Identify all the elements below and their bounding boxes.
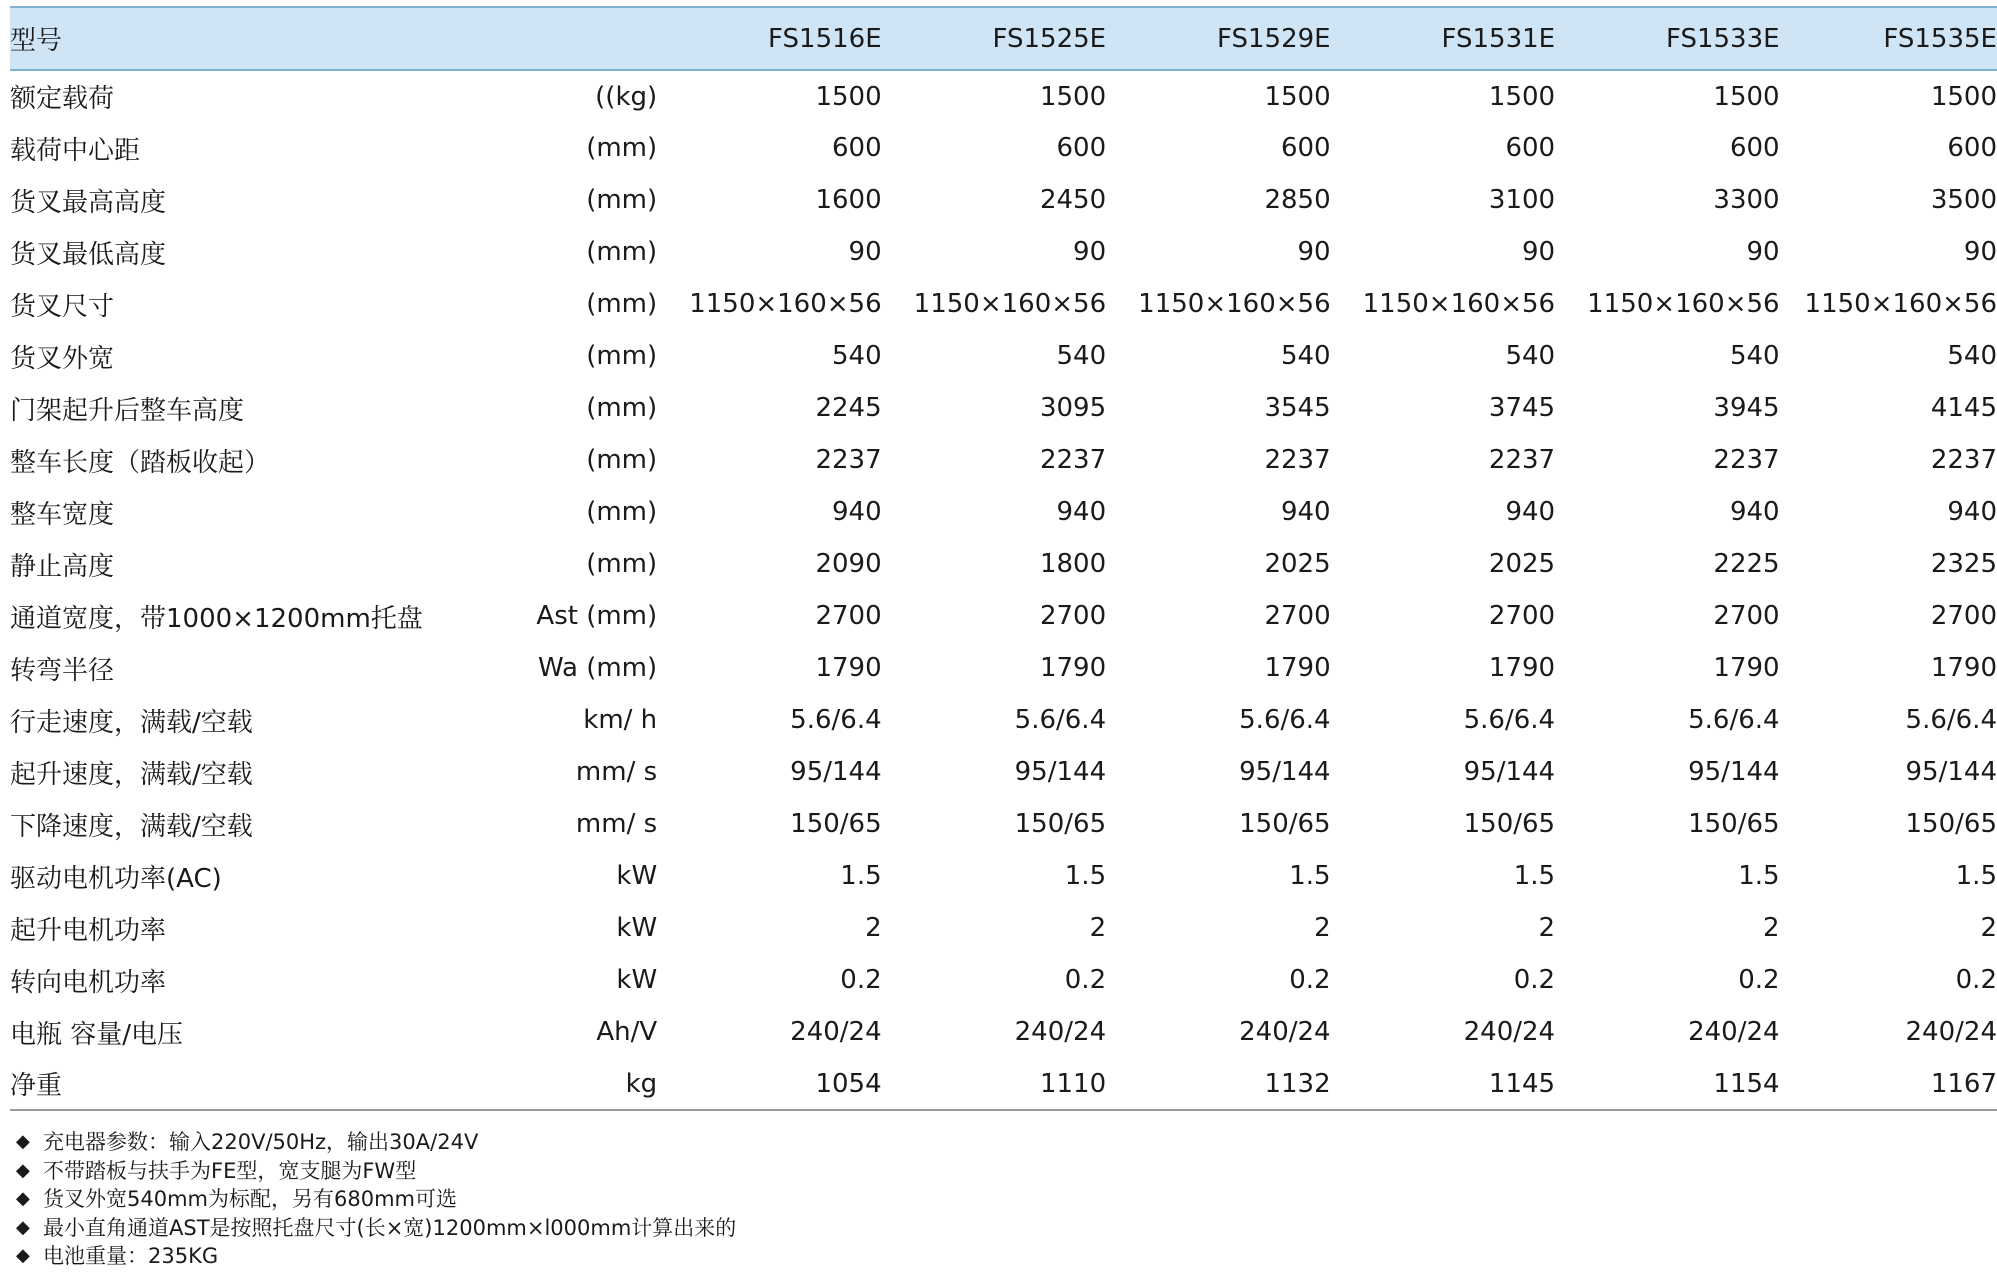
spec-value: 1054 <box>657 1058 881 1110</box>
spec-unit: Ah/V <box>596 1017 658 1047</box>
header-model: FS1533E <box>1555 7 1779 70</box>
spec-value: 2237 <box>815 445 882 475</box>
spec-value: 0.2 <box>1738 965 1780 995</box>
spec-value: 95/144 <box>1905 757 1997 787</box>
spec-value: 150/65 <box>1905 809 1997 839</box>
spec-value: 2237 <box>1264 445 1331 475</box>
table-row <box>10 538 1997 590</box>
note-text: 最小直角通道AST是按照托盘尺寸(长×宽)1200mm×l000mm计算出来的 <box>43 1215 737 1240</box>
spec-value: 2700 <box>1488 601 1556 631</box>
spec-value: 2090 <box>815 549 882 579</box>
spec-value: 240/24 <box>1688 1017 1780 1047</box>
spec-value: 2 <box>1763 913 1780 943</box>
spec-value: 2700 <box>1713 601 1780 631</box>
spec-value: 2700 <box>1264 601 1331 631</box>
table-row <box>10 122 1997 174</box>
spec-value: 95/144 <box>1688 757 1780 787</box>
spec-value: 1.5 <box>1738 861 1780 891</box>
spec-unit: ((kg) <box>595 81 658 112</box>
spec-value: 5.6/6.4 <box>1014 705 1107 735</box>
spec-unit: (mm) <box>586 549 658 579</box>
spec-value: 540 <box>1505 341 1556 371</box>
spec-unit: (mm) <box>586 445 658 475</box>
spec-value: 940 <box>1505 497 1556 527</box>
spec-value: 940 <box>1729 497 1780 527</box>
spec-value: 2 <box>1980 913 1997 943</box>
table-row <box>10 330 1997 382</box>
spec-value: 1110 <box>882 1058 1106 1110</box>
spec-value: 2025 <box>1264 549 1331 579</box>
spec-value: 2700 <box>815 601 882 631</box>
header-model: FS1525E <box>882 7 1106 70</box>
spec-unit: km/ h <box>583 705 658 735</box>
spec-value: 600 <box>832 133 882 163</box>
table-row <box>10 434 1997 486</box>
spec-value: 0.2 <box>1064 965 1107 995</box>
spec-name: 整车宽度 <box>10 499 115 530</box>
spec-value: 1.5 <box>1064 861 1107 891</box>
table-row <box>10 382 1997 434</box>
spec-value: 1150×160×56 <box>689 289 882 319</box>
spec-value: 540 <box>1280 341 1331 371</box>
spec-value: 5.6/6.4 <box>1239 705 1331 735</box>
spec-value: 600 <box>1729 133 1780 163</box>
spec-value: 5.6/6.4 <box>1463 705 1556 735</box>
spec-value: 240/24 <box>1014 1017 1107 1047</box>
spec-value: 1167 <box>1780 1058 1997 1110</box>
spec-name: 转弯半径 <box>10 655 115 686</box>
spec-value: 1150×160×56 <box>1587 289 1780 319</box>
spec-value: 540 <box>832 341 882 371</box>
table-row <box>10 798 1997 850</box>
note-item <box>16 1157 736 1186</box>
spec-value: 5.6/6.4 <box>1688 705 1780 735</box>
spec-value: 3300 <box>1713 185 1780 215</box>
spec-unit: Ast (mm) <box>536 601 658 631</box>
spec-value: 2237 <box>1713 445 1780 475</box>
note-text: 货叉外宽540mm为标配，另有680mm可选 <box>43 1187 457 1211</box>
notes-list <box>16 1128 736 1271</box>
spec-value: 1150×160×56 <box>1804 289 1997 319</box>
spec-value: 90 <box>848 237 882 267</box>
spec-value: 600 <box>1056 133 1107 163</box>
spec-unit: (mm) <box>586 393 658 423</box>
spec-value: 150/65 <box>1463 809 1556 839</box>
spec-value: 2850 <box>1264 185 1331 215</box>
spec-unit: kW <box>616 965 658 995</box>
spec-value: 2245 <box>815 393 882 423</box>
spec-table-header <box>10 7 1997 70</box>
spec-value: 240/24 <box>1239 1017 1331 1047</box>
spec-value: 95/144 <box>1239 757 1331 787</box>
table-row <box>10 954 1997 1006</box>
spec-value: 2237 <box>1039 445 1107 475</box>
spec-value: 2 <box>1089 913 1107 943</box>
table-row <box>10 278 1997 330</box>
spec-value: 1790 <box>815 653 882 683</box>
header-model: FS1516E <box>657 7 881 70</box>
spec-name: 货叉最低高度 <box>10 239 167 270</box>
spec-value: 1500 <box>1039 81 1107 112</box>
spec-value: 3095 <box>1039 393 1107 423</box>
note-text: 充电器参数：输入220V/50Hz，输出30A/24V <box>43 1130 479 1154</box>
spec-unit: mm/ s <box>575 757 658 787</box>
note-item <box>16 1214 736 1243</box>
spec-value: 2450 <box>1039 185 1107 215</box>
spec-value: 95/144 <box>1463 757 1556 787</box>
spec-value: 940 <box>1280 497 1331 527</box>
spec-unit: (mm) <box>586 497 658 527</box>
spec-value: 1.5 <box>1513 861 1556 891</box>
diamond-bullet-icon: ◆ <box>16 1188 30 1209</box>
table-row <box>10 1006 1997 1058</box>
spec-table <box>10 6 1997 1111</box>
spec-value: 1.5 <box>1289 861 1331 891</box>
spec-value: 1145 <box>1331 1058 1555 1110</box>
spec-value: 540 <box>1056 341 1107 371</box>
spec-value: 2700 <box>1930 601 1997 631</box>
spec-value: 150/65 <box>1688 809 1780 839</box>
spec-name: 整车长度（踏板收起） <box>10 447 271 478</box>
spec-value: 2025 <box>1488 549 1556 579</box>
spec-name: 货叉最高高度 <box>10 187 167 218</box>
spec-value: 3100 <box>1488 185 1556 215</box>
spec-value: 940 <box>832 497 882 527</box>
table-row <box>10 1058 1997 1110</box>
spec-unit: kg <box>480 1058 657 1110</box>
spec-name: 门架起升后整车高度 <box>10 395 245 426</box>
spec-value: 1500 <box>1930 81 1997 112</box>
table-row <box>10 174 1997 226</box>
spec-value: 3500 <box>1930 185 1997 215</box>
table-row <box>10 850 1997 902</box>
spec-name: 行走速度，满载/空载 <box>10 707 253 738</box>
spec-value: 240/24 <box>1463 1017 1556 1047</box>
spec-value: 1150×160×56 <box>913 289 1107 319</box>
spec-name: 起升电机功率 <box>10 915 167 946</box>
spec-value: 600 <box>1280 133 1331 163</box>
spec-value: 1.5 <box>840 861 882 891</box>
spec-value: 90 <box>1746 237 1780 267</box>
note-item <box>16 1128 736 1157</box>
note-text: 电池重量：235KG <box>43 1244 219 1268</box>
spec-value: 95/144 <box>790 757 882 787</box>
spec-value: 940 <box>1056 497 1107 527</box>
spec-value: 540 <box>1729 341 1780 371</box>
spec-value: 1790 <box>1039 653 1107 683</box>
spec-name: 载荷中心距 <box>10 135 141 166</box>
spec-name: 下降速度，满载/空载 <box>10 811 253 842</box>
spec-value: 3945 <box>1713 393 1780 423</box>
spec-value: 2237 <box>1488 445 1556 475</box>
spec-unit: (mm) <box>586 133 658 163</box>
spec-value: 150/65 <box>790 809 882 839</box>
spec-name: 货叉外宽 <box>10 343 115 374</box>
spec-value: 0.2 <box>840 965 882 995</box>
spec-value: 0.2 <box>1955 965 1997 995</box>
spec-value: 3745 <box>1488 393 1556 423</box>
spec-name: 净重 <box>10 1058 480 1110</box>
spec-value: 2 <box>865 913 882 943</box>
spec-name: 驱动电机功率(AC) <box>10 863 222 894</box>
note-item <box>16 1185 736 1214</box>
spec-value: 1790 <box>1488 653 1556 683</box>
spec-value: 1.5 <box>1955 861 1997 891</box>
spec-value: 150/65 <box>1014 809 1107 839</box>
spec-value: 240/24 <box>790 1017 882 1047</box>
header-label: 型号 <box>10 7 480 70</box>
spec-value: 95/144 <box>1014 757 1107 787</box>
table-row <box>10 486 1997 538</box>
spec-value: 90 <box>1522 237 1556 267</box>
spec-name: 起升速度，满载/空载 <box>10 759 253 790</box>
spec-value: 1500 <box>1488 81 1556 112</box>
spec-value: 1500 <box>1713 81 1780 112</box>
spec-value: 940 <box>1947 497 1997 527</box>
spec-value: 600 <box>1505 133 1556 163</box>
spec-value: 540 <box>1947 341 1997 371</box>
spec-unit: (mm) <box>586 237 658 267</box>
spec-unit: Wa (mm) <box>537 653 658 683</box>
header-row <box>10 7 1997 70</box>
diamond-bullet-icon: ◆ <box>16 1131 30 1152</box>
table-row <box>10 642 1997 694</box>
spec-name: 额定载荷 <box>10 84 115 114</box>
diamond-bullet-icon: ◆ <box>16 1245 30 1266</box>
spec-value: 3545 <box>1264 393 1331 423</box>
spec-value: 4145 <box>1930 393 1997 423</box>
spec-name: 通道宽度，带1000×1200mm托盘 <box>10 603 423 634</box>
spec-value: 2700 <box>1039 601 1107 631</box>
spec-value: 0.2 <box>1513 965 1556 995</box>
spec-value: 1600 <box>815 185 882 215</box>
header-unit <box>480 7 657 70</box>
spec-value: 90 <box>1297 237 1331 267</box>
diamond-bullet-icon: ◆ <box>16 1159 30 1181</box>
spec-table-body <box>10 70 1997 1110</box>
table-row <box>10 746 1997 798</box>
spec-value: 600 <box>1947 133 1997 163</box>
spec-value: 90 <box>1963 237 1997 267</box>
spec-value: 1790 <box>1264 653 1331 683</box>
header-model: FS1529E <box>1106 7 1330 70</box>
diamond-bullet-icon: ◆ <box>16 1216 30 1238</box>
spec-value: 5.6/6.4 <box>790 705 882 735</box>
header-model: FS1531E <box>1331 7 1555 70</box>
note-item <box>16 1242 736 1271</box>
table-row <box>10 590 1997 642</box>
table-row <box>10 694 1997 746</box>
spec-value: 5.6/6.4 <box>1905 705 1997 735</box>
spec-value: 1150×160×56 <box>1362 289 1556 319</box>
spec-name: 电瓶 容量/电压 <box>10 1019 184 1050</box>
spec-value: 2237 <box>1930 445 1997 475</box>
table-row <box>10 902 1997 954</box>
spec-value: 1800 <box>1039 549 1107 579</box>
spec-value: 2225 <box>1713 549 1780 579</box>
spec-value: 240/24 <box>1905 1017 1997 1047</box>
spec-unit: (mm) <box>586 341 658 371</box>
spec-value: 1500 <box>815 81 882 112</box>
table-row <box>10 70 1997 122</box>
spec-value: 1154 <box>1555 1058 1779 1110</box>
spec-value: 1132 <box>1106 1058 1330 1110</box>
spec-name: 静止高度 <box>10 551 115 582</box>
spec-value: 2 <box>1538 913 1556 943</box>
table-row <box>10 226 1997 278</box>
spec-value: 1790 <box>1713 653 1780 683</box>
spec-unit: kW <box>616 861 658 891</box>
spec-unit: (mm) <box>586 185 658 215</box>
spec-value: 0.2 <box>1289 965 1331 995</box>
spec-sheet <box>10 6 1997 1111</box>
spec-value: 2 <box>1314 913 1331 943</box>
spec-value: 1500 <box>1264 81 1331 112</box>
spec-name: 货叉尺寸 <box>10 291 115 322</box>
note-text: 不带踏板与扶手为FE型，宽支腿为FW型 <box>43 1158 417 1183</box>
spec-value: 90 <box>1073 237 1107 267</box>
spec-value: 1150×160×56 <box>1138 289 1331 319</box>
spec-unit: mm/ s <box>575 809 658 839</box>
spec-value: 2325 <box>1930 549 1997 579</box>
spec-unit: kW <box>616 913 658 943</box>
spec-unit: (mm) <box>586 289 658 319</box>
spec-value: 1790 <box>1930 653 1997 683</box>
spec-value: 150/65 <box>1239 809 1331 839</box>
header-model: FS1535E <box>1780 7 1997 70</box>
spec-name: 转向电机功率 <box>10 967 167 998</box>
